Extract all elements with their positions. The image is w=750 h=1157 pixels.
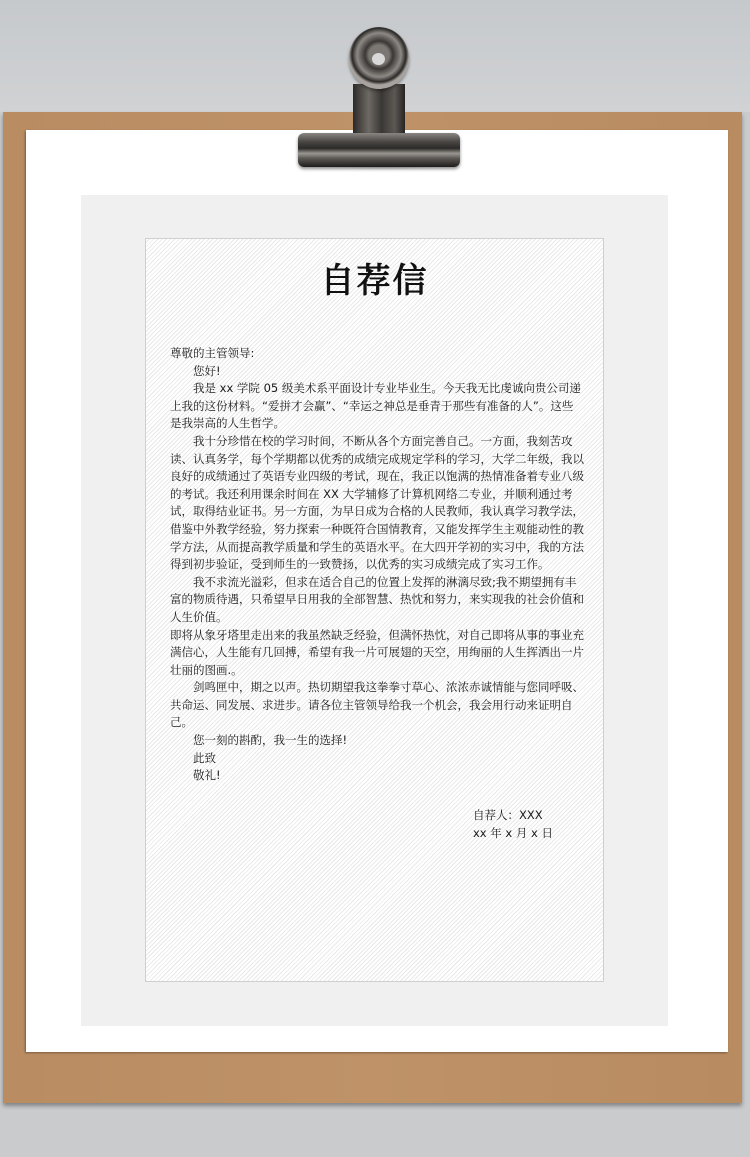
paragraph: 剑鸣匣中，期之以声。热切期望我这拳拳寸草心、浓浓赤诚情能与您同呼吸、共命运、同发展、求进步。请各位主管领导给我一个机会，我会用行动来证明自己。 [170,680,584,730]
closing-1: 此致 [193,750,216,765]
paragraph: 我是 xx 学院 05 级美术系平面设计专业毕业生。今天我无比虔诚向贵公司递上我的这份材料。“爱拼才会赢”、“幸运之神总是垂青于那些有准备的人”。这些是我崇高的人生哲学。 [170,381,581,431]
signature: 自荐人：XXX [473,808,543,822]
binder-clip-base-icon [298,133,460,167]
letter-title: 自荐信 [320,261,429,301]
binder-clip-hole-icon [372,53,385,65]
letter-page [145,238,604,982]
greeting: 您好! [193,363,221,378]
paragraph: 我十分珍惜在校的学习时间，不断从各个方面完善自己。一方面，我刻苦攻读、认真务学，每个学期都以优秀的成绩完成规定学科的学习，大学二年级，我以良好的成绩通过了英语专业四级的考试，现在，我正以饱满的热情准备着专业八级的考试。我还利用课余时间在 XX 大学辅修了计算机网络二专业，并顺利通过考试，取得结业证书。另一方面，为早日成为合格的人民教师，我认真学习教学法，借鉴中外教学经验，努力探索一种既符合国情教育，又能发挥学生主观能动性的教学方法，从而提高教学质量和学生的英语水平。在大四开学初的实习中，我的方法得到初步验证，受到师生的一致赞扬，以优秀的实习成绩完成了实习工作。 [170,433,584,572]
letter-body [170,345,584,785]
paragraph: 即将从象牙塔里走出来的我虽然缺乏经验，但满怀热忱，对自己即将从事的事业充满信心，人生能有几回搏，希望有我一片可展翅的天空，用绚丽的人生挥洒出一片壮丽的图画.。 [170,627,584,677]
paragraph: 我不求流光溢彩，但求在适合自己的位置上发挥的淋漓尽致;我不期望拥有丰富的物质待遇，只希望早日用我的全部智慧、热忱和努力，来实现我的社会价值和人生价值。 [170,574,584,624]
signature-block [473,807,553,842]
closing-2: 敬礼! [193,768,221,783]
salutation: 尊敬的主管领导: [170,346,255,360]
paragraph: 您一刻的斟酌，我一生的选择! [193,733,348,748]
date: xx 年 x 月 x 日 [473,825,553,840]
